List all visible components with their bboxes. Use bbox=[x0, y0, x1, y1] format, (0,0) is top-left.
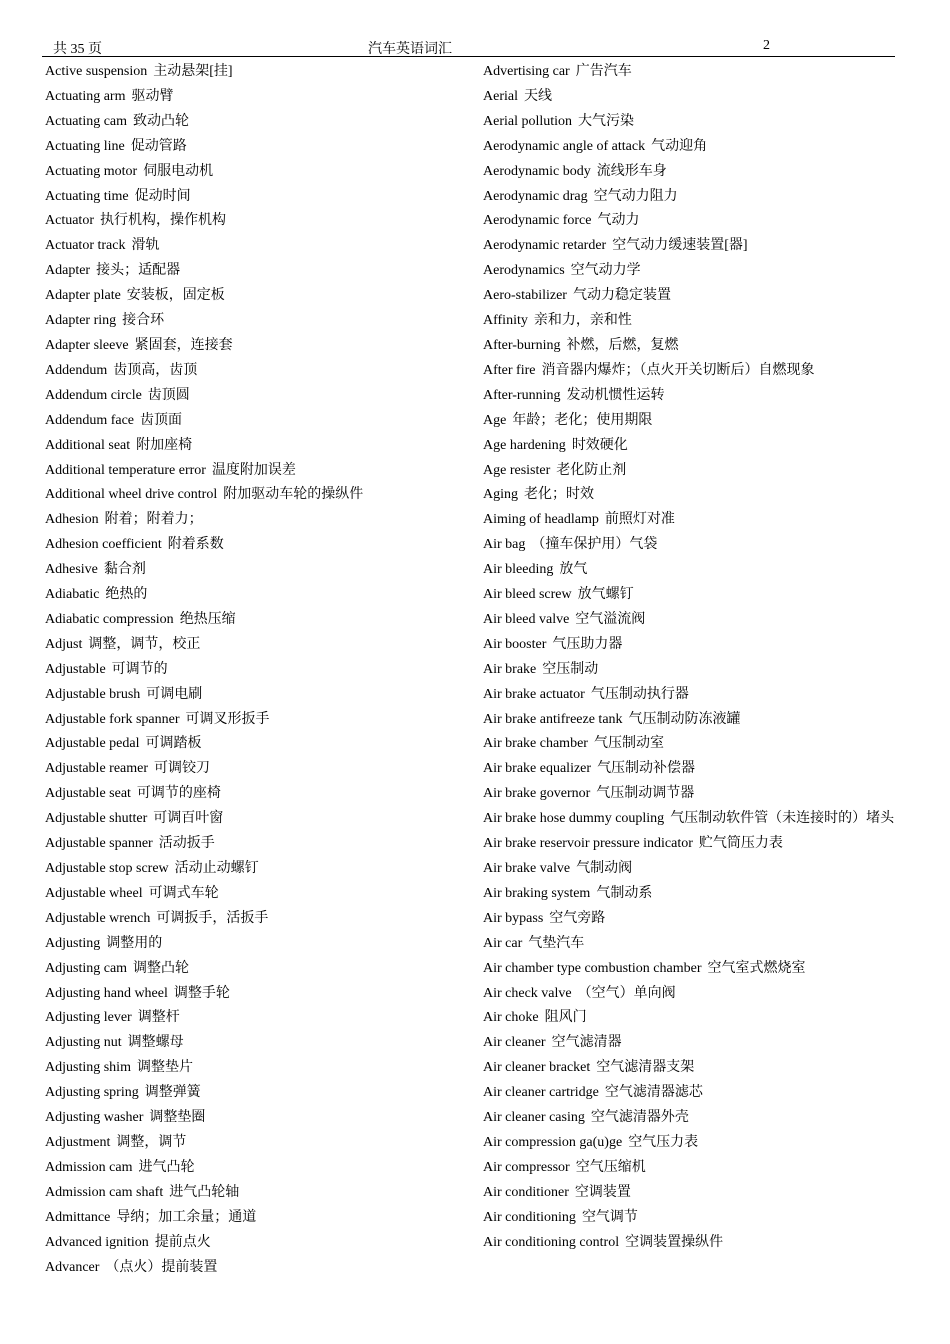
glossary-meaning: 气压助力器 bbox=[552, 636, 623, 652]
glossary-term: Aiming of headlamp bbox=[483, 512, 599, 528]
glossary-meaning: 调整用的 bbox=[106, 935, 163, 951]
glossary-term: Adjustable fork spanner bbox=[45, 711, 180, 727]
glossary-meaning: 调整，调节，校正 bbox=[88, 636, 201, 652]
glossary-term: Adjustment bbox=[45, 1134, 111, 1150]
glossary-term: Adjusting cam bbox=[45, 960, 128, 976]
glossary-term: Age bbox=[483, 412, 507, 428]
glossary-term: Advanced ignition bbox=[45, 1234, 149, 1250]
glossary-entry bbox=[45, 359, 465, 384]
glossary-entry bbox=[45, 384, 465, 409]
glossary-meaning: 气压制动软件管（未连接时的）堵头 bbox=[670, 811, 895, 827]
glossary-term: Air compressor bbox=[483, 1159, 570, 1175]
glossary-meaning: 执行机构，操作机构 bbox=[99, 213, 226, 229]
glossary-term: Aero-stabilizer bbox=[483, 288, 567, 304]
glossary-term: Air cleaner bracket bbox=[483, 1060, 591, 1076]
glossary-term: Air brake antifreeze tank bbox=[483, 711, 623, 727]
glossary-meaning: 活动扳手 bbox=[158, 836, 215, 852]
glossary-term: Air chamber type combustion chamber bbox=[483, 960, 702, 976]
glossary-term: Aerial bbox=[483, 88, 518, 104]
glossary-term: Aerodynamic drag bbox=[483, 188, 588, 204]
glossary-term: Adhesion coefficient bbox=[45, 537, 162, 553]
glossary-term: Adiabatic bbox=[45, 587, 100, 603]
glossary-term: Adapter sleeve bbox=[45, 337, 129, 353]
glossary-meaning: 气压制动室 bbox=[593, 736, 664, 752]
glossary-entry bbox=[45, 732, 465, 757]
glossary-meaning: 时效硬化 bbox=[571, 437, 628, 453]
glossary-meaning: 空气溢流阀 bbox=[575, 611, 646, 627]
glossary-entry bbox=[45, 160, 465, 185]
glossary-term: Air brake actuator bbox=[483, 686, 585, 702]
glossary-term: Aerodynamics bbox=[483, 263, 565, 279]
glossary-entry bbox=[45, 1131, 465, 1156]
glossary-meaning: 可调节的座椅 bbox=[136, 786, 221, 802]
glossary-entry bbox=[45, 932, 465, 957]
glossary-term: Adjusting spring bbox=[45, 1085, 139, 1101]
glossary-meaning: 空气动力学 bbox=[570, 263, 641, 279]
glossary-term: After fire bbox=[483, 362, 536, 378]
glossary-meaning: 空气压力表 bbox=[628, 1134, 699, 1150]
glossary-term: Additional seat bbox=[45, 437, 131, 453]
glossary-term: Addendum circle bbox=[45, 387, 142, 403]
glossary-meaning: 紧固套，连接套 bbox=[134, 337, 233, 353]
glossary-meaning: 气动迎角 bbox=[651, 138, 708, 154]
glossary-term: Adjustable brush bbox=[45, 686, 141, 702]
glossary-meaning: 调整弹簧 bbox=[144, 1085, 201, 1101]
glossary-term: Adapter plate bbox=[45, 288, 121, 304]
glossary-meaning: 调整杆 bbox=[137, 1010, 180, 1026]
glossary-entry bbox=[483, 1031, 895, 1056]
glossary-entry bbox=[483, 633, 895, 658]
glossary-entry bbox=[483, 284, 895, 309]
glossary-term: Air brake bbox=[483, 661, 537, 677]
glossary-entry bbox=[483, 932, 895, 957]
glossary-term: Air cleaner casing bbox=[483, 1110, 585, 1126]
page-count: 共 35 页 bbox=[53, 42, 102, 57]
glossary-entry bbox=[483, 857, 895, 882]
glossary-entry bbox=[45, 1081, 465, 1106]
glossary-meaning: 气压制动调节器 bbox=[596, 786, 695, 802]
glossary-term: Adhesive bbox=[45, 562, 98, 578]
glossary-meaning: 亲和力，亲和性 bbox=[533, 313, 632, 329]
glossary-term: Actuating cam bbox=[45, 113, 128, 129]
glossary-meaning: 导纳；加工余量；通道 bbox=[116, 1209, 257, 1225]
page-number: 2 bbox=[763, 38, 770, 53]
glossary-meaning: 空气旁路 bbox=[549, 910, 606, 926]
glossary-entry bbox=[45, 1031, 465, 1056]
glossary-meaning: 可调扳手，活扳手 bbox=[156, 910, 269, 926]
glossary-meaning: 调整垫圈 bbox=[149, 1110, 206, 1126]
glossary-term: Adjusting washer bbox=[45, 1110, 144, 1126]
glossary-entry bbox=[483, 957, 895, 982]
glossary-meaning: 气压制动防冻液罐 bbox=[628, 711, 741, 727]
glossary-meaning: 黏合剂 bbox=[103, 562, 146, 578]
glossary-entry bbox=[45, 434, 465, 459]
glossary-meaning: （撞车保护用）气袋 bbox=[531, 537, 658, 553]
glossary-meaning: 年龄；老化；使用期限 bbox=[512, 412, 653, 428]
glossary-meaning: 空调装置 bbox=[574, 1184, 631, 1200]
glossary-entry bbox=[483, 185, 895, 210]
glossary-entry bbox=[483, 1231, 895, 1256]
glossary-entry bbox=[45, 533, 465, 558]
glossary-entry bbox=[483, 60, 895, 85]
glossary-entry bbox=[45, 1231, 465, 1256]
glossary-term: Addendum bbox=[45, 362, 108, 378]
glossary-entry bbox=[483, 658, 895, 683]
glossary-entry bbox=[483, 334, 895, 359]
glossary-entry bbox=[45, 459, 465, 484]
glossary-meaning: 调整手轮 bbox=[173, 985, 230, 1001]
glossary-entry bbox=[45, 957, 465, 982]
glossary-meaning: 可调节的 bbox=[111, 661, 168, 677]
glossary-meaning: 空气动力缓速装置[器] bbox=[612, 238, 748, 254]
glossary-meaning: 发动机惯性运转 bbox=[566, 387, 665, 403]
glossary-meaning: 绝热压缩 bbox=[179, 611, 236, 627]
glossary-meaning: 附着；附着力； bbox=[104, 512, 203, 528]
glossary-entry bbox=[45, 807, 465, 832]
glossary-meaning: 阻风门 bbox=[544, 1010, 587, 1026]
glossary-entry bbox=[45, 1006, 465, 1031]
glossary-entry bbox=[45, 658, 465, 683]
glossary-meaning: 提前点火 bbox=[154, 1234, 211, 1250]
glossary-term: Adjustable pedal bbox=[45, 736, 140, 752]
glossary-entry bbox=[483, 384, 895, 409]
glossary-term: Adjustable reamer bbox=[45, 761, 149, 777]
glossary-meaning: 附着系数 bbox=[167, 537, 224, 553]
glossary-term: Age hardening bbox=[483, 437, 566, 453]
glossary-meaning: 天线 bbox=[523, 88, 552, 104]
glossary-meaning: 促动管路 bbox=[130, 138, 187, 154]
document-title: 汽车英语词汇 bbox=[368, 42, 452, 57]
glossary-entry bbox=[45, 185, 465, 210]
glossary-meaning: 流线形车身 bbox=[596, 163, 667, 179]
glossary-meaning: 空气滤清器外壳 bbox=[590, 1110, 689, 1126]
page-header bbox=[42, 36, 895, 57]
glossary-term: Aerodynamic angle of attack bbox=[483, 138, 646, 154]
glossary-term: Air bypass bbox=[483, 910, 544, 926]
glossary-entry bbox=[483, 234, 895, 259]
glossary-entry bbox=[45, 982, 465, 1007]
glossary-entry bbox=[483, 85, 895, 110]
glossary-entry bbox=[483, 483, 895, 508]
glossary-meaning: 老化防止剂 bbox=[556, 462, 627, 478]
glossary-entry bbox=[45, 1156, 465, 1181]
glossary-meaning: 空调装置操纵件 bbox=[625, 1234, 724, 1250]
glossary-entry bbox=[483, 459, 895, 484]
glossary-term: Air braking system bbox=[483, 885, 591, 901]
glossary-entry bbox=[483, 1056, 895, 1081]
glossary-term: Additional temperature error bbox=[45, 462, 206, 478]
glossary-meaning: 调整，调节 bbox=[116, 1134, 187, 1150]
glossary-term: Aerodynamic force bbox=[483, 213, 592, 229]
glossary-entry bbox=[483, 309, 895, 334]
glossary-meaning: 可调式车轮 bbox=[148, 885, 219, 901]
glossary-term: Adjustable wrench bbox=[45, 910, 151, 926]
glossary-entry bbox=[483, 1106, 895, 1131]
glossary-entry bbox=[483, 110, 895, 135]
glossary-term: Aerodynamic body bbox=[483, 163, 591, 179]
glossary-entry bbox=[45, 1256, 465, 1281]
glossary-meaning: 大气污染 bbox=[578, 113, 635, 129]
glossary-entry bbox=[483, 683, 895, 708]
glossary-term: Air compression ga(u)ge bbox=[483, 1134, 623, 1150]
glossary-term: Adhesion bbox=[45, 512, 99, 528]
glossary-entry bbox=[45, 209, 465, 234]
glossary-term: Adjusting shim bbox=[45, 1060, 131, 1076]
glossary-entry bbox=[45, 1206, 465, 1231]
glossary-term: Air check valve bbox=[483, 985, 572, 1001]
glossary-term: Adjusting lever bbox=[45, 1010, 132, 1026]
glossary-meaning: 空气室式燃烧室 bbox=[707, 960, 806, 976]
glossary-entry bbox=[45, 409, 465, 434]
glossary-term: Adjustable seat bbox=[45, 786, 131, 802]
glossary-entry bbox=[483, 782, 895, 807]
glossary-entry bbox=[45, 907, 465, 932]
glossary-term: After-burning bbox=[483, 337, 561, 353]
glossary-entry bbox=[483, 882, 895, 907]
glossary-entry bbox=[483, 1156, 895, 1181]
glossary-entry bbox=[45, 882, 465, 907]
glossary-term: Adjustable spanner bbox=[45, 836, 153, 852]
glossary-term: Air brake reservoir pressure indicator bbox=[483, 836, 693, 852]
glossary-term: Air cleaner cartridge bbox=[483, 1085, 599, 1101]
glossary-term: Actuating arm bbox=[45, 88, 126, 104]
glossary-term: Air cleaner bbox=[483, 1035, 546, 1051]
glossary-entry bbox=[45, 832, 465, 857]
glossary-meaning: 气垫汽车 bbox=[528, 935, 585, 951]
glossary-term: Aerodynamic retarder bbox=[483, 238, 607, 254]
glossary-entry bbox=[45, 234, 465, 259]
glossary-entry bbox=[45, 1181, 465, 1206]
glossary-meaning: 气制动系 bbox=[596, 885, 653, 901]
glossary-meaning: 空压制动 bbox=[542, 661, 599, 677]
glossary-term: Adjustable wheel bbox=[45, 885, 143, 901]
glossary-entry bbox=[45, 284, 465, 309]
glossary-term: Air conditioning bbox=[483, 1209, 576, 1225]
glossary-term: Air brake equalizer bbox=[483, 761, 592, 777]
glossary-entry bbox=[483, 359, 895, 384]
glossary-meaning: 调整螺母 bbox=[127, 1035, 184, 1051]
glossary-meaning: 促动时间 bbox=[134, 188, 191, 204]
glossary-entry bbox=[45, 782, 465, 807]
glossary-entry bbox=[483, 1006, 895, 1031]
glossary-entry bbox=[483, 409, 895, 434]
glossary-meaning: 伺服电动机 bbox=[143, 163, 214, 179]
glossary-meaning: 进气凸轮轴 bbox=[169, 1184, 240, 1200]
glossary-term: Aerial pollution bbox=[483, 113, 573, 129]
glossary-term: Adjusting hand wheel bbox=[45, 985, 168, 1001]
glossary-meaning: 附加座椅 bbox=[136, 437, 193, 453]
glossary-meaning: 放气螺钉 bbox=[577, 587, 634, 603]
glossary-meaning: 接合环 bbox=[122, 313, 165, 329]
glossary-term: Affinity bbox=[483, 313, 528, 329]
glossary-entry bbox=[483, 1081, 895, 1106]
glossary-term: Adjusting bbox=[45, 935, 101, 951]
glossary-meaning: 气制动阀 bbox=[576, 861, 633, 876]
glossary-right-column bbox=[483, 60, 895, 1256]
glossary-entry bbox=[483, 1206, 895, 1231]
glossary-entry bbox=[483, 259, 895, 284]
glossary-entry bbox=[483, 757, 895, 782]
glossary-term: Admission cam bbox=[45, 1159, 133, 1175]
glossary-term: Adjustable shutter bbox=[45, 811, 148, 827]
glossary-term: Adjustable bbox=[45, 661, 106, 677]
glossary-entry bbox=[45, 757, 465, 782]
glossary-entry bbox=[483, 434, 895, 459]
glossary-entry bbox=[45, 135, 465, 160]
glossary-term: Air bleed screw bbox=[483, 587, 572, 603]
glossary-meaning: 气压制动执行器 bbox=[590, 686, 689, 702]
glossary-entry bbox=[483, 608, 895, 633]
glossary-term: Advancer bbox=[45, 1259, 100, 1275]
glossary-entry bbox=[45, 110, 465, 135]
glossary-entry bbox=[45, 633, 465, 658]
glossary-entry bbox=[45, 608, 465, 633]
glossary-term: Air brake hose dummy coupling bbox=[483, 811, 665, 827]
glossary-meaning: 温度附加误差 bbox=[211, 462, 296, 478]
glossary-meaning: 接头；适配器 bbox=[96, 263, 181, 279]
glossary-entry bbox=[45, 259, 465, 284]
glossary-meaning: 气压制动补偿器 bbox=[597, 761, 696, 777]
glossary-term: Air bleed valve bbox=[483, 611, 570, 627]
glossary-term: Adapter bbox=[45, 263, 91, 279]
glossary-meaning: 主动悬架[挂] bbox=[153, 64, 233, 79]
glossary-meaning: 消音器内爆炸；（点火开关切断后）自燃现象 bbox=[541, 362, 815, 378]
glossary-meaning: 放气 bbox=[559, 562, 588, 578]
glossary-meaning: 进气凸轮 bbox=[138, 1159, 195, 1175]
glossary-term: Air brake governor bbox=[483, 786, 591, 802]
glossary-entry bbox=[45, 1056, 465, 1081]
glossary-meaning: （空气）单向阀 bbox=[577, 985, 676, 1001]
glossary-meaning: 可调百叶窗 bbox=[153, 811, 224, 827]
glossary-meaning: 活动止动螺钉 bbox=[174, 861, 259, 876]
glossary-entry bbox=[45, 85, 465, 110]
glossary-entry bbox=[45, 857, 465, 882]
glossary-term: Actuating motor bbox=[45, 163, 138, 179]
glossary-entry bbox=[45, 683, 465, 708]
glossary-term: Active suspension bbox=[45, 64, 148, 79]
glossary-meaning: 空气动力阻力 bbox=[593, 188, 678, 204]
glossary-meaning: 可调电刷 bbox=[146, 686, 203, 702]
glossary-term: Air bleeding bbox=[483, 562, 554, 578]
glossary-entry bbox=[45, 309, 465, 334]
glossary-term: Adjustable stop screw bbox=[45, 861, 169, 876]
glossary-entry bbox=[45, 483, 465, 508]
glossary-term: Adjust bbox=[45, 636, 83, 652]
glossary-entry bbox=[483, 1181, 895, 1206]
glossary-term: Age resister bbox=[483, 462, 551, 478]
glossary-meaning: 补燃，后燃，复燃 bbox=[566, 337, 679, 353]
glossary-entry bbox=[483, 982, 895, 1007]
glossary-meaning: 气动力稳定装置 bbox=[572, 288, 671, 304]
glossary-meaning: 驱动臂 bbox=[131, 88, 174, 104]
glossary-entry bbox=[45, 583, 465, 608]
glossary-meaning: 齿顶高，齿顶 bbox=[113, 362, 198, 378]
glossary-entry bbox=[483, 907, 895, 932]
glossary-entry bbox=[45, 708, 465, 733]
glossary-term: Air conditioner bbox=[483, 1184, 569, 1200]
glossary-meaning: 致动凸轮 bbox=[133, 113, 190, 129]
glossary-entry bbox=[483, 533, 895, 558]
glossary-meaning: 调整凸轮 bbox=[133, 960, 190, 976]
glossary-term: Actuating time bbox=[45, 188, 129, 204]
glossary-term: Air brake chamber bbox=[483, 736, 588, 752]
glossary-term: Actuator bbox=[45, 213, 94, 229]
glossary-entry bbox=[483, 832, 895, 857]
glossary-meaning: 气动力 bbox=[597, 213, 640, 229]
glossary-entry bbox=[45, 558, 465, 583]
glossary-entry bbox=[483, 708, 895, 733]
glossary-term: Aging bbox=[483, 487, 518, 503]
glossary-entry bbox=[483, 1131, 895, 1156]
glossary-meaning: 齿顶圆 bbox=[147, 387, 190, 403]
glossary-term: Air choke bbox=[483, 1010, 539, 1026]
glossary-left-column bbox=[45, 60, 465, 1280]
glossary-entry bbox=[45, 334, 465, 359]
glossary-term: Admission cam shaft bbox=[45, 1184, 164, 1200]
glossary-term: Actuator track bbox=[45, 238, 126, 254]
glossary-term: After-running bbox=[483, 387, 561, 403]
glossary-meaning: 可调踏板 bbox=[145, 736, 202, 752]
glossary-term: Actuating line bbox=[45, 138, 125, 154]
glossary-meaning: 广告汽车 bbox=[575, 64, 632, 79]
glossary-meaning: 安装板，固定板 bbox=[126, 288, 225, 304]
glossary-entry bbox=[483, 558, 895, 583]
glossary-term: Adapter ring bbox=[45, 313, 117, 329]
glossary-term: Additional wheel drive control bbox=[45, 487, 218, 503]
glossary-meaning: 附加驱动车轮的操纵件 bbox=[223, 487, 364, 503]
glossary-meaning: 空气压缩机 bbox=[575, 1159, 646, 1175]
glossary-meaning: 滑轨 bbox=[131, 238, 160, 254]
glossary-entry bbox=[483, 807, 895, 832]
glossary-term: Adiabatic compression bbox=[45, 611, 174, 627]
glossary-meaning: 调整垫片 bbox=[136, 1060, 193, 1076]
glossary-term: Air bag bbox=[483, 537, 526, 553]
glossary-term: Air conditioning control bbox=[483, 1234, 620, 1250]
glossary-entry bbox=[483, 160, 895, 185]
glossary-entry bbox=[483, 508, 895, 533]
glossary-entry bbox=[45, 60, 465, 85]
glossary-meaning: 绝热的 bbox=[105, 587, 148, 603]
glossary-term: Air booster bbox=[483, 636, 547, 652]
glossary-entry bbox=[45, 508, 465, 533]
glossary-meaning: 可调铰刀 bbox=[154, 761, 211, 777]
glossary-meaning: （点火）提前装置 bbox=[105, 1259, 218, 1275]
glossary-meaning: 空气调节 bbox=[581, 1209, 638, 1225]
glossary-meaning: 老化；时效 bbox=[524, 487, 594, 503]
glossary-meaning: 空气滤清器支架 bbox=[596, 1060, 695, 1076]
glossary-term: Air brake valve bbox=[483, 861, 571, 876]
glossary-meaning: 空气滤清器 bbox=[551, 1035, 622, 1051]
glossary-meaning: 前照灯对准 bbox=[604, 512, 675, 528]
glossary-entry bbox=[483, 135, 895, 160]
glossary-term: Admittance bbox=[45, 1209, 111, 1225]
glossary-term: Advertising car bbox=[483, 64, 570, 79]
glossary-meaning: 可调叉形扳手 bbox=[185, 711, 270, 727]
glossary-term: Adjusting nut bbox=[45, 1035, 122, 1051]
glossary-entry bbox=[483, 732, 895, 757]
glossary-term: Addendum face bbox=[45, 412, 135, 428]
glossary-meaning: 齿顶面 bbox=[140, 412, 183, 428]
glossary-term: Air car bbox=[483, 935, 523, 951]
glossary-entry bbox=[483, 209, 895, 234]
glossary-entry bbox=[45, 1106, 465, 1131]
glossary-meaning: 贮气筒压力表 bbox=[698, 836, 783, 852]
glossary-entry bbox=[483, 583, 895, 608]
glossary-meaning: 空气滤清器滤芯 bbox=[604, 1085, 703, 1101]
